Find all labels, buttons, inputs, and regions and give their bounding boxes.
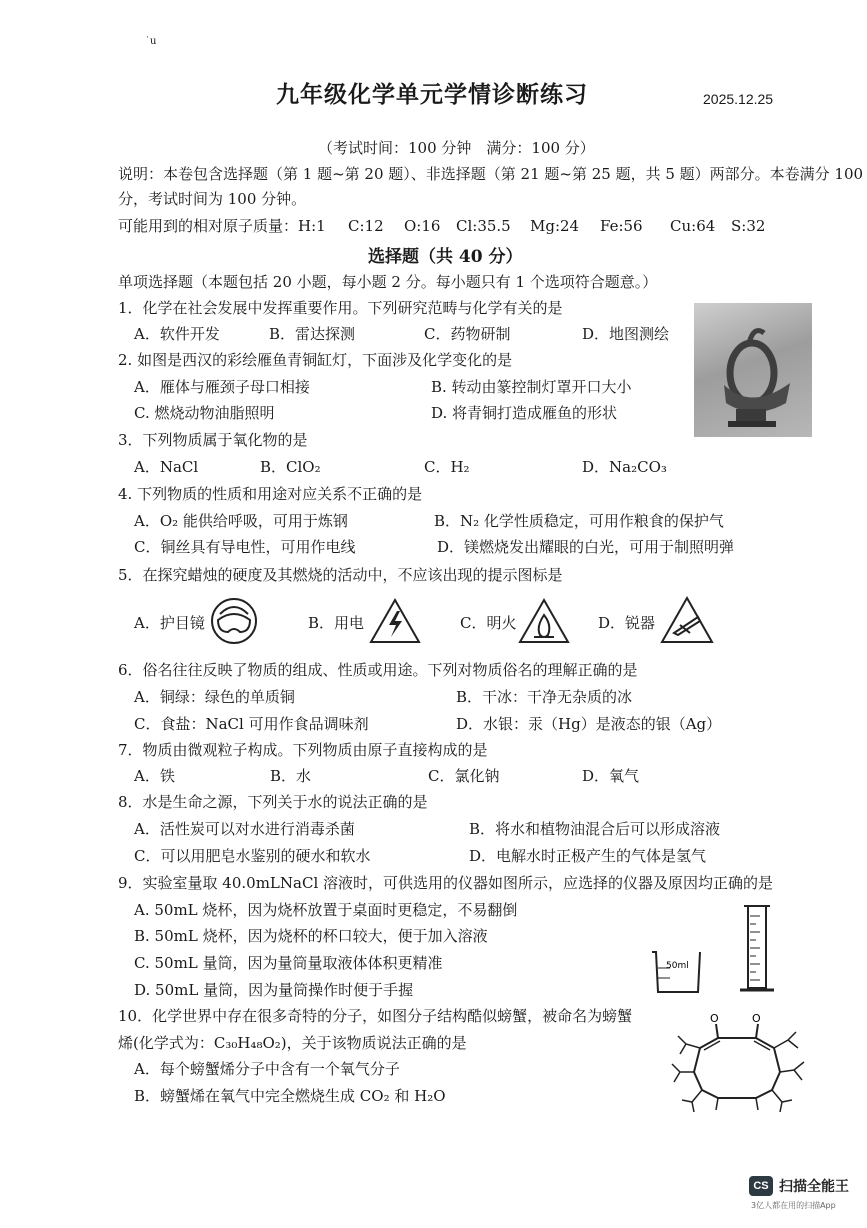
option-c: C．明火: [460, 614, 517, 632]
option-a: A．铁: [134, 767, 175, 785]
atomic-mass-cu: Cu:64: [670, 217, 716, 235]
option-c: C. 燃烧动物油脂照明: [134, 404, 275, 422]
atomic-mass-o: O:16: [404, 217, 441, 235]
question-stem: 2. 如图是西汉的彩绘雁鱼青铜缸灯，下面涉及化学变化的是: [118, 351, 513, 369]
option-b: B．将水和植物油混合后可以形成溶液: [469, 820, 721, 838]
option-b: B．用电: [308, 614, 365, 632]
option-a: A. 50mL 烧杯，因为烧杯放置于桌面时更稳定，不易翻倒: [134, 901, 518, 919]
option-b: B. 转动由篆控制灯罩开口大小: [431, 378, 632, 396]
option-b: B．干冰：干净无杂质的冰: [456, 688, 633, 706]
beaker-label: 50ml: [666, 961, 689, 971]
section-instruction: 单项选择题（本题包括 20 小题，每小题 2 分。每小题只有 1 个选项符合题意。）: [118, 273, 658, 291]
option-a: A．铜绿：绿色的单质铜: [134, 688, 295, 706]
question-stem: 6．俗名往往反映了物质的组成、性质或用途。下列对物质俗名的理解正确的是: [118, 661, 638, 679]
option-c: C．铜丝具有导电性，可用作电线: [134, 538, 356, 556]
crab-molecule-figure: [660, 1010, 820, 1114]
option-a: A．软件开发: [134, 325, 220, 343]
instructions-line-2: 分，考试时间为 100 分钟。: [118, 190, 307, 208]
scanner-tagline: 3亿人都在用的扫描App: [751, 1201, 836, 1210]
option-b: B．ClO₂: [260, 458, 321, 476]
question-stem: 1．化学在社会发展中发挥重要作用。下列研究范畴与化学有关的是: [118, 299, 563, 317]
graduated-cylinder-figure: [738, 900, 778, 996]
scanner-logo-icon: CS: [749, 1176, 773, 1196]
option-d: D. 50mL 量筒，因为量筒操作时便于手握: [134, 981, 414, 999]
question-stem: 8．水是生命之源，下列关于水的说法正确的是: [118, 793, 428, 811]
option-d: D．锐器: [598, 614, 656, 632]
option-a: A．O₂ 能供给呼吸，可用于炼钢: [134, 512, 348, 530]
atomic-mass-s: S:32: [731, 217, 766, 235]
option-d: D．地图测绘: [582, 325, 670, 343]
option-b: B．水: [270, 767, 312, 785]
option-d: D. 将青铜打造成雁鱼的形状: [431, 404, 618, 422]
oxygen-atom-label: O: [710, 1012, 719, 1025]
option-b: B．N₂ 化学性质稳定，可用作粮食的保护气: [434, 512, 724, 530]
page-title: 九年级化学单元学情诊断练习: [276, 81, 588, 108]
option-a: A．活性炭可以对水进行消毒杀菌: [134, 820, 355, 838]
option-b: B．雷达探测: [269, 325, 356, 343]
open-flame-icon: [518, 597, 570, 645]
question-stem: 7．物质由微观粒子构成。下列物质由原子直接构成的是: [118, 741, 488, 759]
scanner-app-name: 扫描全能王: [779, 1179, 849, 1195]
electric-hazard-icon: [369, 597, 421, 645]
option-c: C．H₂: [424, 458, 470, 476]
option-b: B．螃蟹烯在氧气中完全燃烧生成 CO₂ 和 H₂O: [134, 1087, 446, 1105]
option-c: C. 50mL 量筒，因为量筒量取液体体积更精准: [134, 954, 443, 972]
option-d: D．电解水时正极产生的气体是氢气: [469, 847, 707, 865]
option-a: A．NaCl: [134, 458, 199, 476]
instructions-line-1: 说明：本卷包含选择题（第 1 题~第 20 题）、非选择题（第 21 题~第 25 题，共 5 题）两部分。本卷满分 100: [118, 165, 864, 183]
question-stem: 3．下列物质属于氧化物的是: [118, 431, 308, 449]
option-d: D．氧气: [582, 767, 640, 785]
option-c: C．可以用肥皂水鉴别的硬水和软水: [134, 847, 371, 865]
option-a: A．雁体与雁颈子母口相接: [134, 378, 310, 396]
question-stem: 4. 下列物质的性质和用途对应关系不正确的是: [118, 485, 423, 503]
oxygen-atom-label: O: [752, 1012, 761, 1025]
atomic-mass-fe: Fe:56: [600, 217, 643, 235]
question-stem: 9．实验室量取 40.0mLNaCl 溶液时，可供选用的仪器如图所示，应选择的仪器及原因均正确的是: [118, 874, 774, 892]
option-c: C．氯化钠: [428, 767, 500, 785]
section-title: 选择题（共 40 分）: [368, 247, 523, 267]
atomic-mass-h: 可能用到的相对原子质量：H:1: [118, 217, 326, 235]
option-d: D．Na₂CO₃: [582, 458, 667, 476]
question-stem-line-1: 10．化学世界中存在很多奇特的分子，如图分子结构酷似螃蟹，被命名为螃蟹: [118, 1007, 633, 1025]
exam-info: （考试时间：100 分钟 满分：100 分）: [318, 139, 595, 157]
question-stem-line-2: 烯(化学式为：C₃₀H₄₈O₂)，关于该物质说法正确的是: [118, 1034, 467, 1052]
atomic-mass-c: C:12: [348, 217, 384, 235]
option-b: B. 50mL 烧杯，因为烧杯的杯口较大，便于加入溶液: [134, 927, 488, 945]
scanner-watermark: [749, 1176, 849, 1196]
option-a: A．护目镜: [134, 614, 205, 632]
beaker-figure: [650, 948, 706, 996]
sharp-object-icon: [660, 595, 714, 645]
option-a: A．每个螃蟹烯分子中含有一个氧气分子: [134, 1060, 400, 1078]
bronze-lamp-photo: [694, 303, 812, 437]
exam-date: 2025.12.25: [703, 91, 774, 107]
option-c: C．药物研制: [424, 325, 511, 343]
question-stem: 5．在探究蜡烛的硬度及其燃烧的活动中，不应该出现的提示图标是: [118, 566, 563, 584]
option-d: D．镁燃烧发出耀眼的白光，可用于制照明弹: [437, 538, 735, 556]
option-d: D．水银：汞（Hg）是液态的银（Ag）: [456, 715, 722, 733]
goggles-icon: [208, 596, 260, 646]
corner-mark: ˙u: [145, 36, 157, 47]
atomic-mass-cl: Cl:35.5: [456, 217, 511, 235]
option-c: C．食盐：NaCl 可用作食品调味剂: [134, 715, 369, 733]
atomic-mass-mg: Mg:24: [530, 217, 580, 235]
